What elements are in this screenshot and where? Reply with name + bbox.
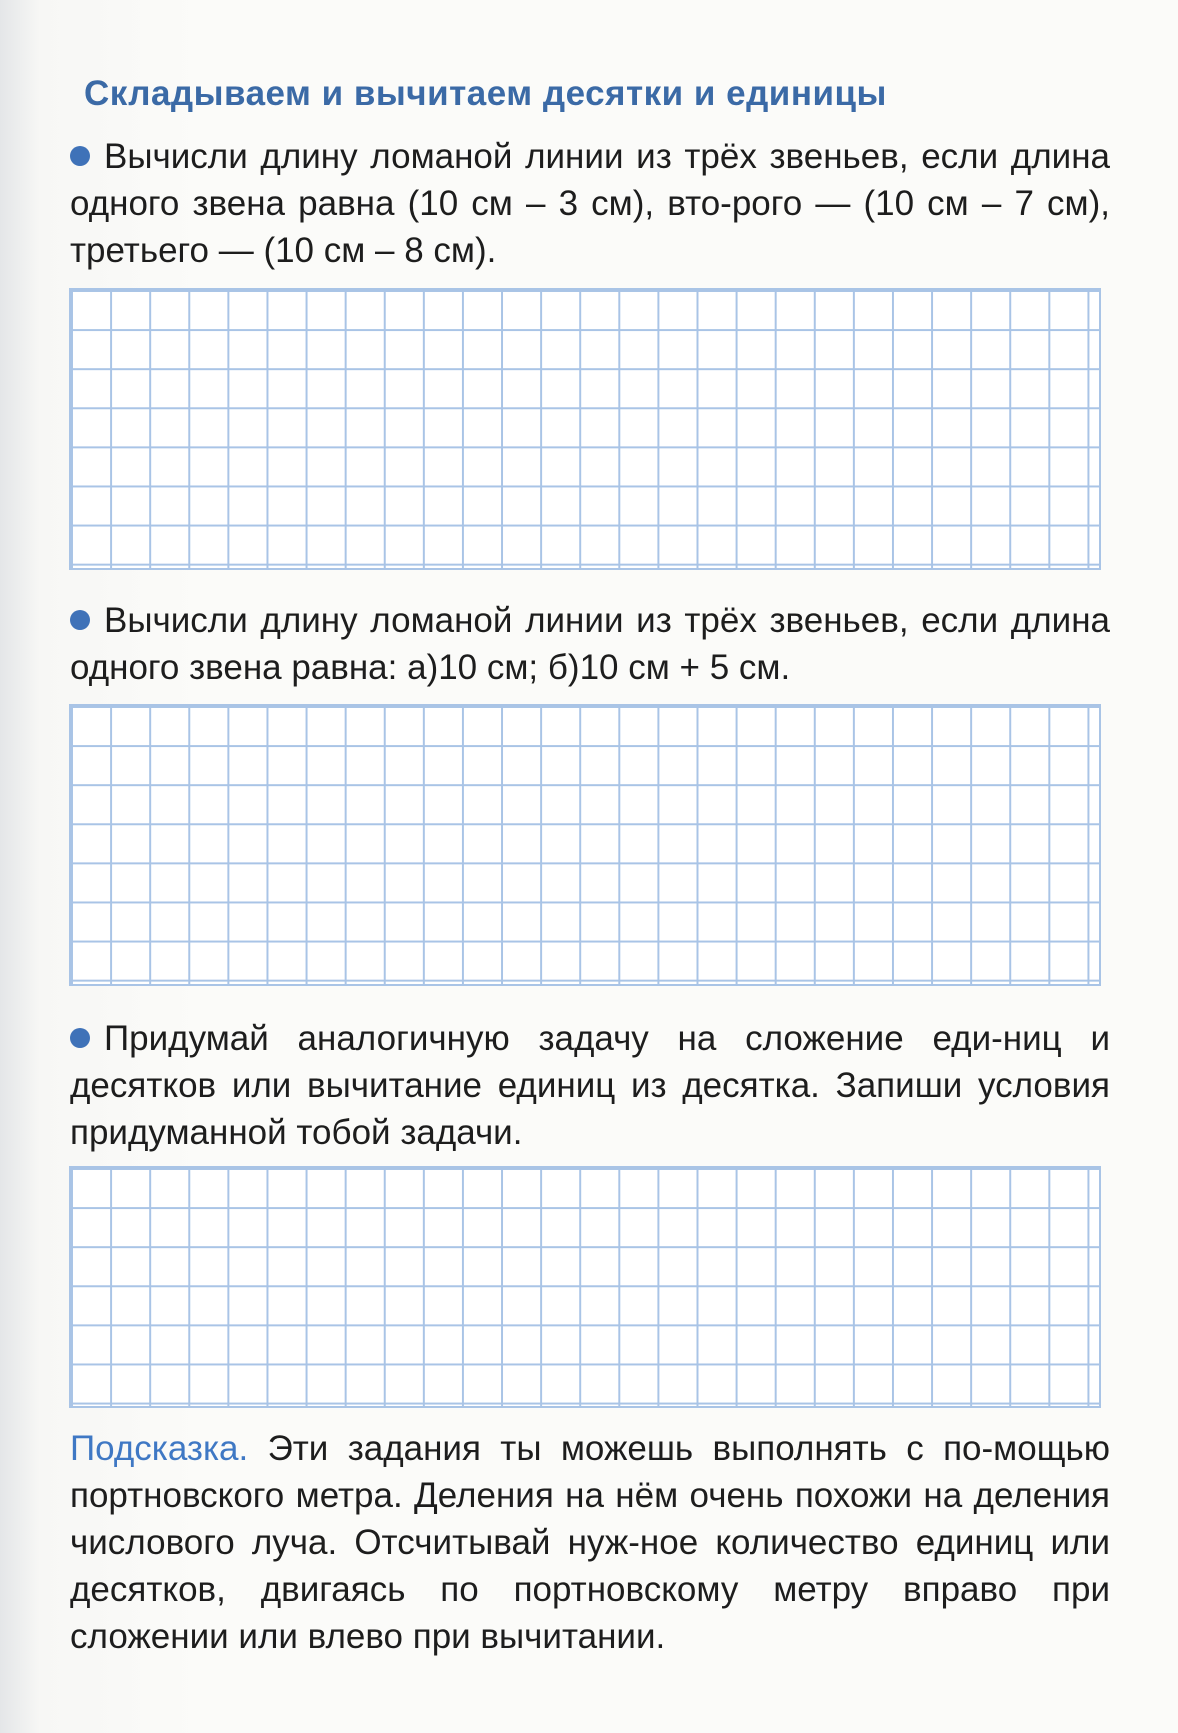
- bullet-icon: [70, 1028, 90, 1048]
- hint-label: Подсказка.: [70, 1429, 249, 1468]
- answer-grid-3[interactable]: [69, 1166, 1101, 1408]
- task-2-text: Вычисли длину ломаной линии из трёх звеньев, если длина одного звена равна: а)10 см; б)10 см + 5 см.: [70, 601, 1110, 687]
- hint-text: Эти задания ты можешь выполнять с по-мощью портновского метра. Деления на нём очень похожи на деления числового луча. Отсчитывай нуж-ное количество единиц или десятков, двигаясь по портновскому метру вправо при сложении или влево при вычитании.: [70, 1429, 1110, 1656]
- hint-paragraph: [70, 1425, 1110, 1660]
- task-1: [70, 133, 1110, 274]
- bullet-icon: [70, 610, 90, 630]
- bullet-icon: [70, 146, 90, 166]
- task-3: [70, 1015, 1110, 1156]
- page-title: Складываем и вычитаем десятки и единицы: [84, 74, 887, 113]
- task-2: [70, 597, 1110, 691]
- task-3-text: Придумай аналогичную задачу на сложение еди-ниц и десятков или вычитание единиц из десятка. Запиши условия придуманной тобой задачи.: [70, 1019, 1110, 1152]
- task-1-text: Вычисли длину ломаной линии из трёх звеньев, если длина одного звена равна (10 см – 3 см), вто-рого — (10 см – 7 см), третьего — (10 см – 8 см).: [70, 137, 1110, 270]
- answer-grid-1[interactable]: [69, 288, 1101, 570]
- answer-grid-2[interactable]: [69, 704, 1101, 986]
